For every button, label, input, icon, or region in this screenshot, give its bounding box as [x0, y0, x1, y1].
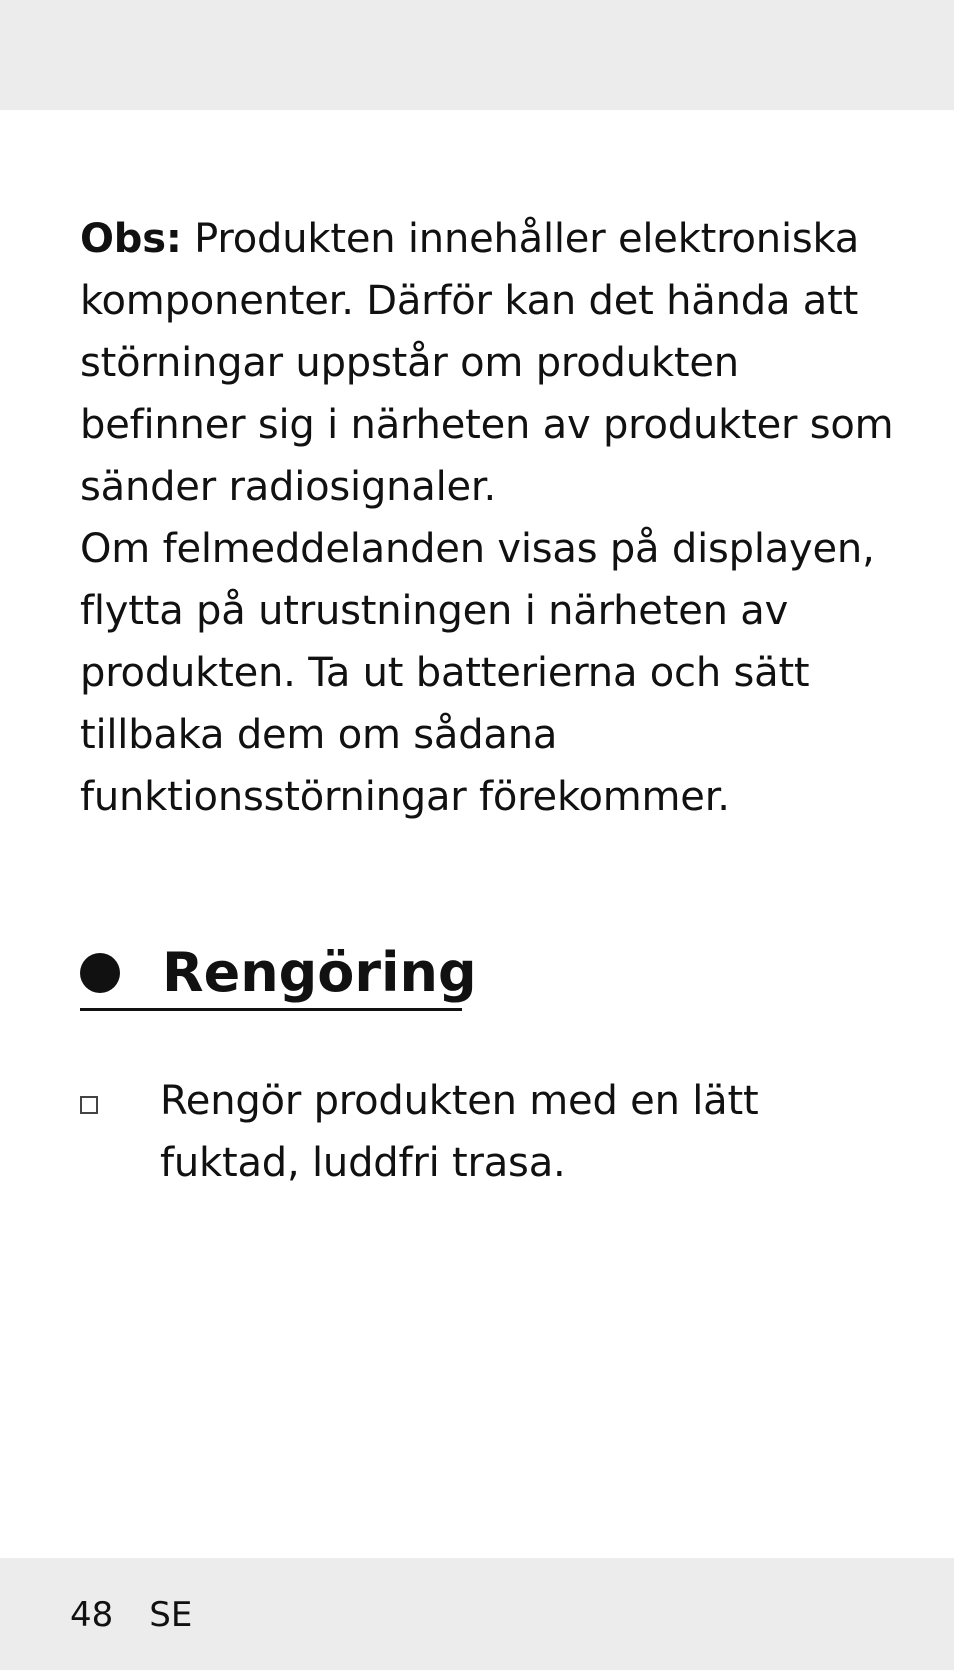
- top-band: [0, 0, 954, 110]
- page-number: 48: [70, 1595, 114, 1635]
- bullet-circle-icon: [80, 953, 120, 993]
- section-heading: [80, 938, 477, 1011]
- note-label: Obs:: [80, 216, 182, 262]
- checkbox-square-icon: [80, 1096, 98, 1114]
- page-footer: [70, 1594, 192, 1636]
- list-item: [80, 1070, 910, 1194]
- section-title: Rengöring: [162, 941, 477, 1004]
- note-paragraph: [80, 208, 910, 518]
- list-item-text: Rengör produkten med en lätt fuktad, luddfri trasa.: [160, 1078, 759, 1186]
- note-block: [80, 208, 910, 828]
- note-text: Produkten innehåller elektroniska komponenter. Därför kan det hända att störningar uppstår om produkten befinner sig i närheten av produkter som sänder radiosignaler.: [80, 216, 894, 510]
- language-code: SE: [149, 1595, 193, 1635]
- note-paragraph-2: Om felmeddelanden visas på displayen, flytta på utrustningen i närheten av produkten. Ta ut batterierna och sätt tillbaka dem om sådana funktionsstörningar förekommer.: [80, 526, 875, 820]
